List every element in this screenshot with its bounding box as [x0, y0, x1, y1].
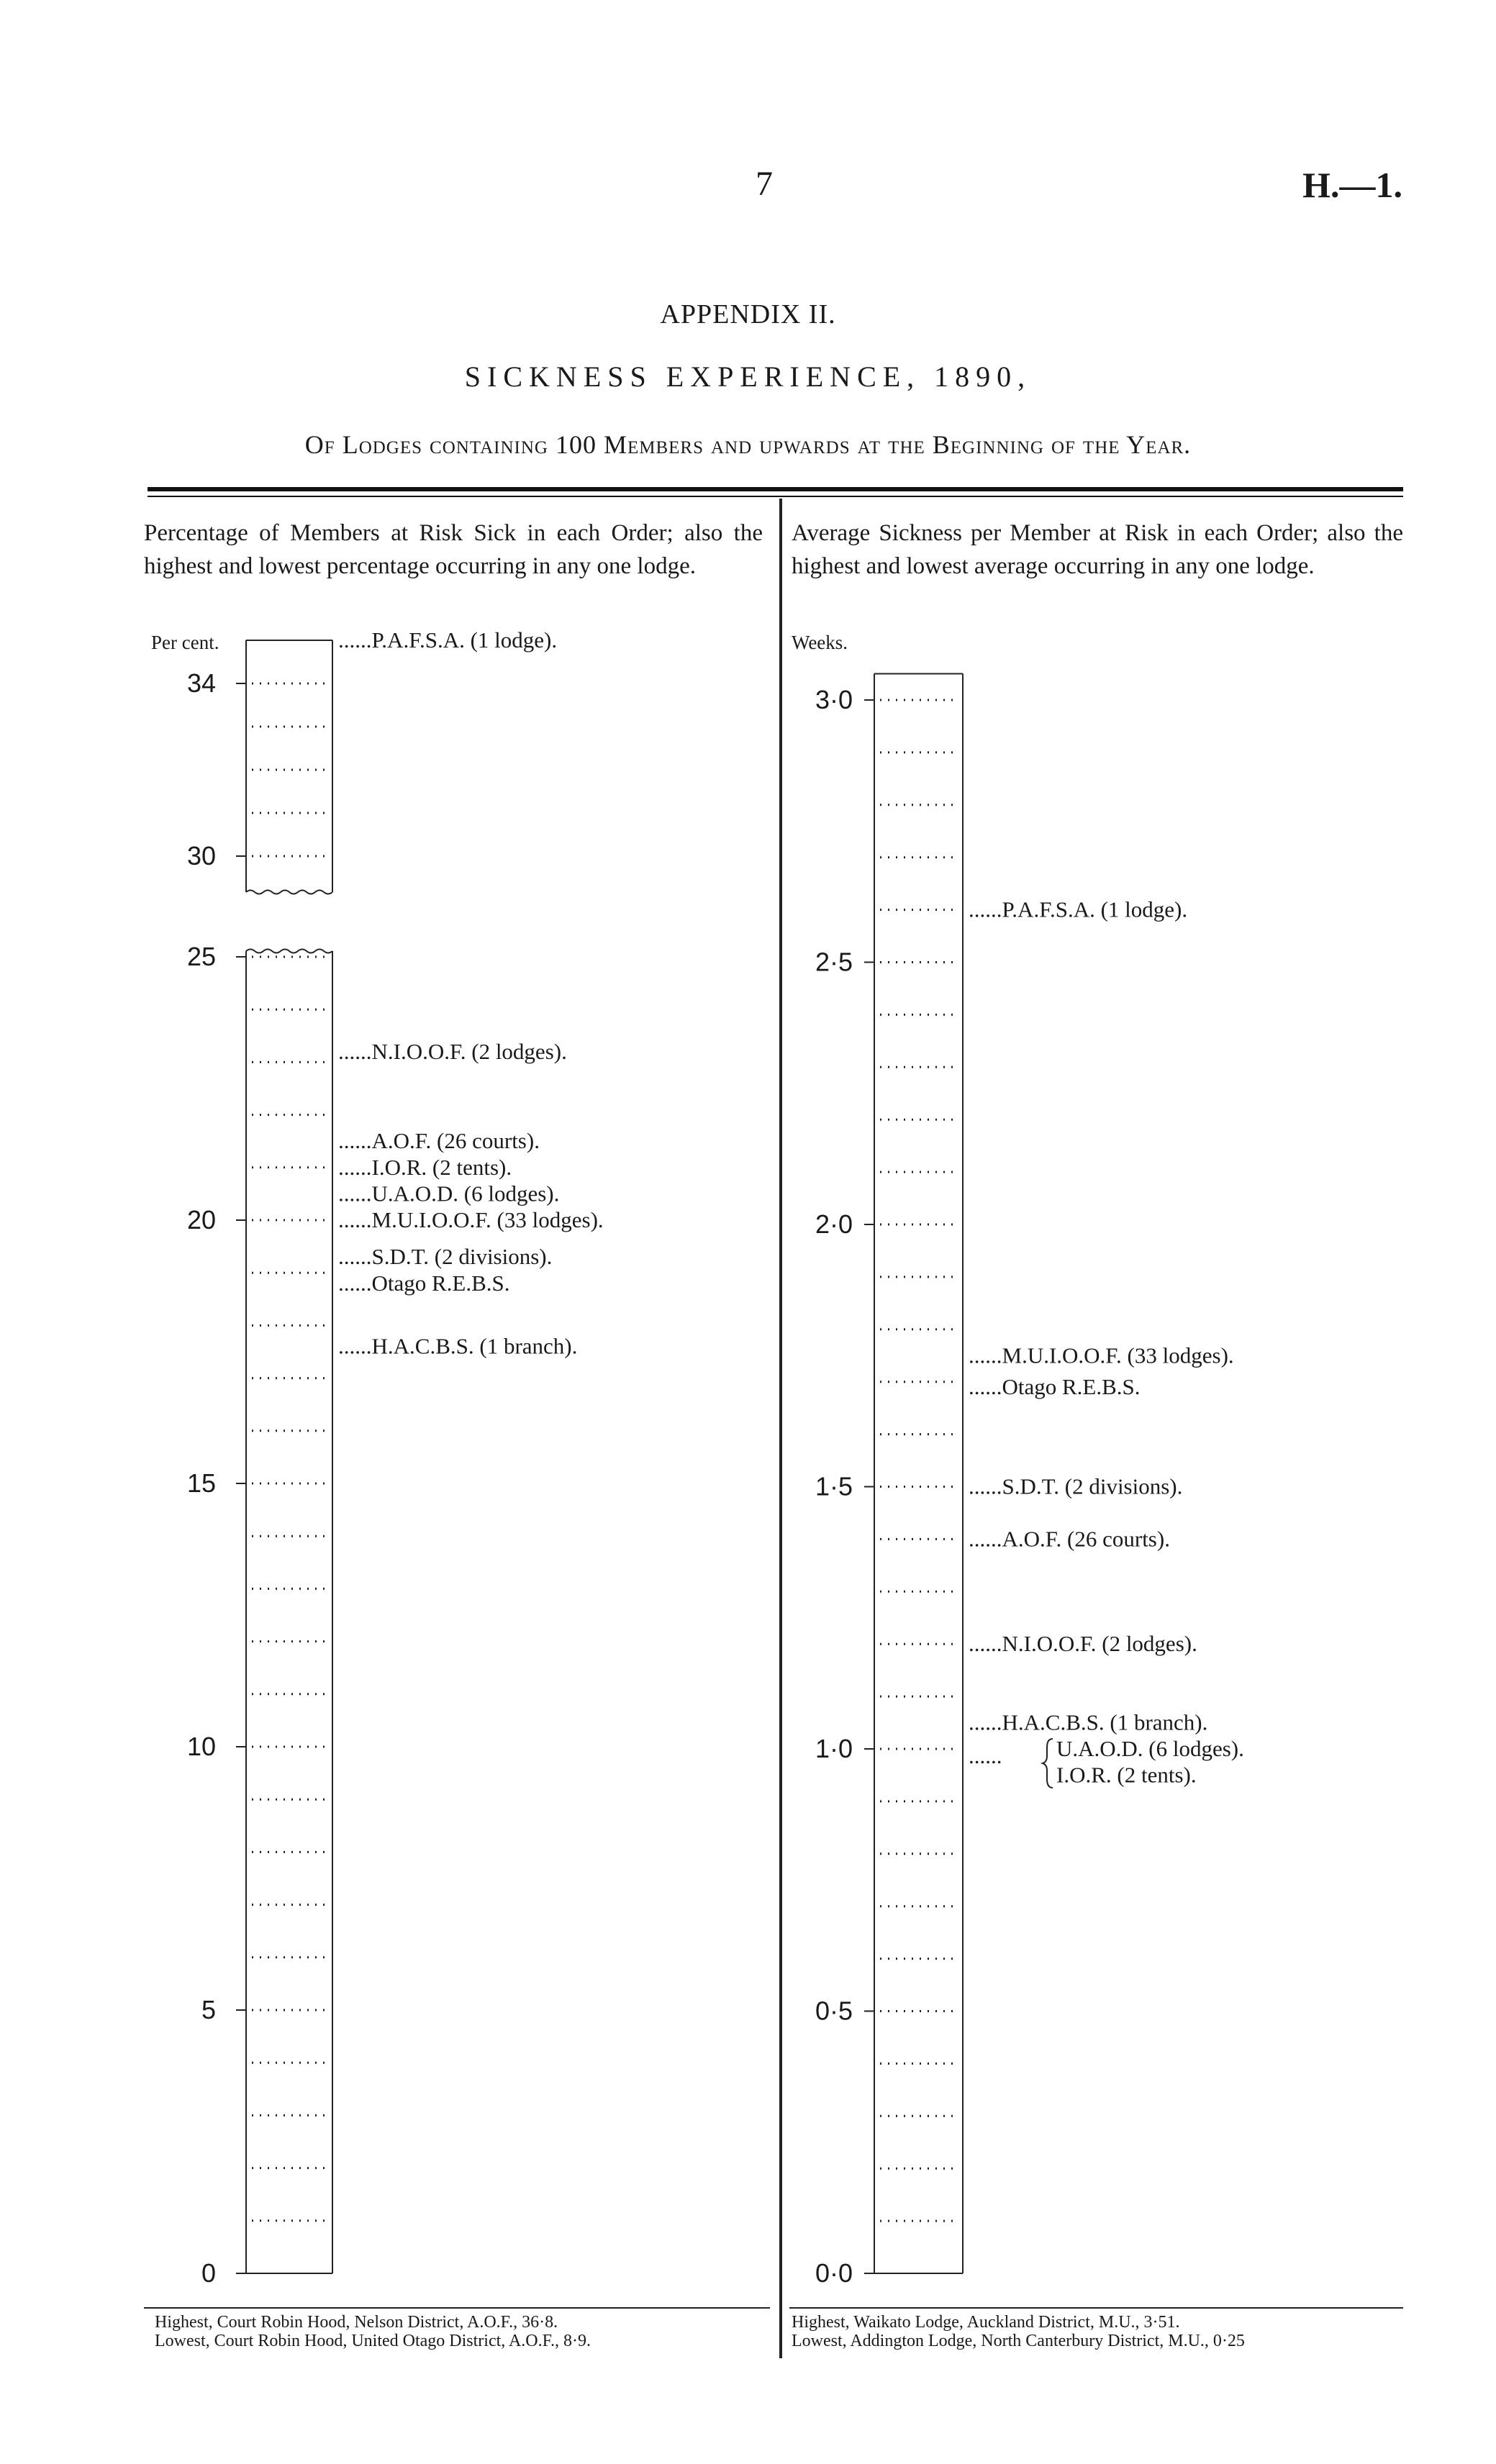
left-axis-unit: Per cent. — [151, 632, 219, 653]
left-tick-label: 34 — [186, 668, 216, 698]
page-subtitle: Of Lodges containing 100 Members and upwards at the Beginning of the Year. — [304, 430, 1192, 459]
left-tick-label: 5 — [201, 1995, 216, 2024]
right-tick-label: 3·0 — [815, 685, 853, 714]
left-annotation-label: ......M.U.I.O.O.F. (33 lodges). — [338, 1207, 604, 1232]
left-annotation-label: ......U.A.O.D. (6 lodges). — [338, 1181, 560, 1206]
left-annotation-label: ......H.A.C.B.S. (1 branch). — [338, 1333, 578, 1359]
left-chart-caption: Percentage of Members at Risk Sick in each Order; also the highest and lowest percentage occurring in any one lodge. — [144, 520, 763, 579]
right-annotation-label: ......S.D.T. (2 divisions). — [969, 1473, 1183, 1499]
left-annotation-label: ......P.A.F.S.A. (1 lodge). — [338, 627, 558, 653]
left-tick-label: 25 — [186, 942, 216, 971]
average-sickness-chart — [784, 0, 1496, 2464]
right-annotation-label: U.A.O.D. (6 lodges). — [1056, 1736, 1244, 1761]
right-tick-label: 0·5 — [815, 1996, 853, 2026]
right-axis-unit: Weeks. — [792, 632, 848, 653]
left-annotation-label: ......Otago R.E.B.S. — [338, 1270, 510, 1296]
left-axis-break-upper — [246, 891, 332, 894]
right-footnote-lowest: Lowest, Addington Lodge, North Canterbury District, M.U., 0·25 — [792, 2332, 1245, 2350]
right-footnote-rule — [789, 2307, 1403, 2309]
left-annotation-label: ......N.I.O.O.F. (2 lodges). — [338, 1038, 567, 1064]
right-tick-label: 2·5 — [815, 947, 853, 977]
right-tick-label: 1·5 — [815, 1471, 853, 1501]
right-annotation-label: ......N.I.O.O.F. (2 lodges). — [969, 1631, 1197, 1657]
left-tick-label: 0 — [201, 2258, 216, 2288]
right-annotation-label: ......H.A.C.B.S. (1 branch). — [969, 1709, 1208, 1735]
right-annotation-label: ......A.O.F. (26 courts). — [969, 1526, 1170, 1552]
left-footnote-lowest: Lowest, Court Robin Hood, United Otago District, A.O.F., 8·9. — [155, 2332, 591, 2350]
left-annotation-label: ......S.D.T. (2 divisions). — [338, 1244, 553, 1270]
page-number: 7 — [756, 165, 773, 203]
right-tick-label: 2·0 — [815, 1209, 853, 1239]
right-group-leader: ...... — [969, 1743, 1002, 1768]
right-chart-caption: Average Sickness per Member at Risk in each Order; also the highest and lowest average occurring in any one lodge. — [792, 520, 1403, 579]
page-title: SICKNESS EXPERIENCE, 1890, — [464, 360, 1032, 393]
right-group-brace — [1043, 1739, 1053, 1788]
left-tick-label: 30 — [186, 841, 216, 870]
appendix-heading: APPENDIX II. — [660, 299, 836, 329]
right-tick-label: 1·0 — [815, 1734, 853, 1763]
left-footnote — [155, 2313, 591, 2350]
right-footnote — [792, 2313, 1245, 2350]
right-annotation-label: ......P.A.F.S.A. (1 lodge). — [969, 896, 1188, 922]
left-annotation-label: ......I.O.R. (2 tents). — [338, 1154, 512, 1180]
right-annotation-label: ......M.U.I.O.O.F. (33 lodges). — [969, 1342, 1234, 1368]
left-tick-label: 10 — [186, 1732, 216, 1761]
left-tick-label: 15 — [186, 1468, 216, 1498]
left-annotation-label: ......A.O.F. (26 courts). — [338, 1128, 540, 1154]
right-tick-label: 0·0 — [815, 2258, 853, 2288]
left-footnote-rule — [144, 2307, 770, 2309]
right-annotation-label: ......Otago R.E.B.S. — [969, 1373, 1141, 1399]
left-footnote-highest: Highest, Court Robin Hood, Nelson District, A.O.F., 36·8. — [155, 2313, 558, 2332]
right-footnote-highest: Highest, Waikato Lodge, Auckland District, M.U., 3·51. — [792, 2313, 1180, 2332]
right-annotation-label: I.O.R. (2 tents). — [1056, 1762, 1197, 1788]
left-axis-break-lower — [246, 950, 332, 953]
left-tick-label: 20 — [186, 1205, 216, 1235]
column-divider — [779, 499, 782, 2358]
page-reference: H.—1. — [1302, 165, 1402, 205]
